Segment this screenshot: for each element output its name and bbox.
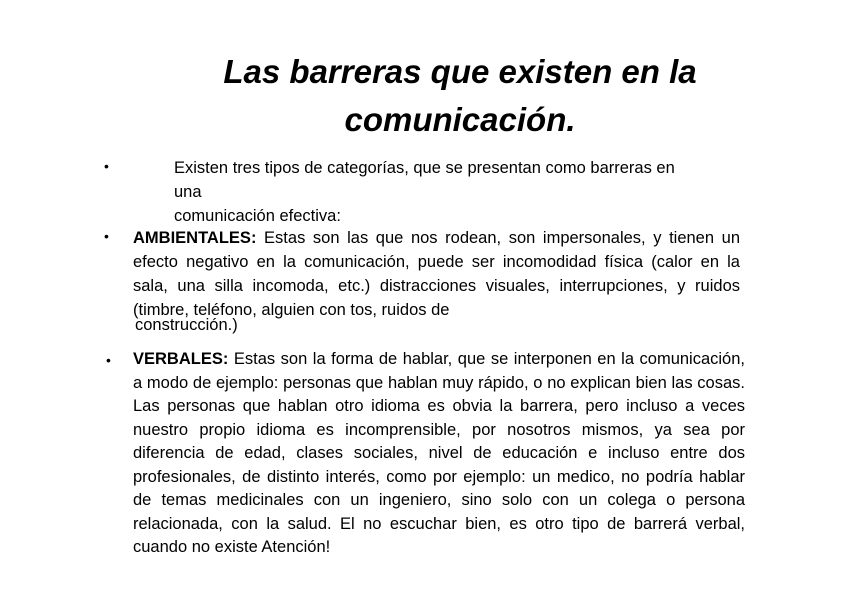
ambientales-paragraph [133, 226, 740, 332]
bullet-intro: • [104, 158, 109, 174]
verbales-body: Estas son la forma de hablar, que se interponen en la comunicación, a modo de ejemplo: personas que hablan muy rápido, o no explican bien las cosas. Las personas que hablan otro idioma es obvia la barrera, pero incluso a veces nuestro propio idioma es incomprensible, por nosotros mismos, ya sea por diferencia de edad, clases sociales, nivel de educación e incluso entre dos profesionales, de distinto interés, como por ejemplo: un medico, no podría hablar de temas medicinales con un ingeniero, sino solo con un colega o persona relacionada, con la salud. El no escuchar bien, es otro tipo de barrerá verbal, cuando no existe Atención! [133, 350, 745, 556]
title-line-2: comunicación. [344, 101, 576, 138]
title-line-1: Las barreras que existen en la [223, 53, 697, 90]
bullet-ambientales: • [104, 228, 109, 244]
bullet-verbales: • [106, 352, 111, 368]
intro-paragraph [174, 156, 744, 228]
intro-line-3: comunicación efectiva: [174, 207, 341, 225]
ambientales-tail: construcción.) [135, 316, 238, 334]
intro-line-2: una [174, 183, 202, 201]
ambientales-label: AMBIENTALES: [133, 229, 257, 247]
ambientales-body: Estas son las que nos rodean, son impersonales, y tienen un efecto negativo en la comunicación, puede ser incomodidad física (calor en la sala, una silla incomoda, etc.) distracciones visuales, interrupciones, y ruidos (timbre, teléfono, alguien con tos, ruidos de [133, 229, 740, 319]
ambientales-body-block [133, 226, 740, 322]
slide-title [150, 48, 770, 144]
verbales-paragraph [133, 348, 745, 560]
intro-line-1: Existen tres tipos de categorías, que se presentan como barreras en [174, 159, 675, 177]
verbales-label: VERBALES: [133, 350, 229, 368]
